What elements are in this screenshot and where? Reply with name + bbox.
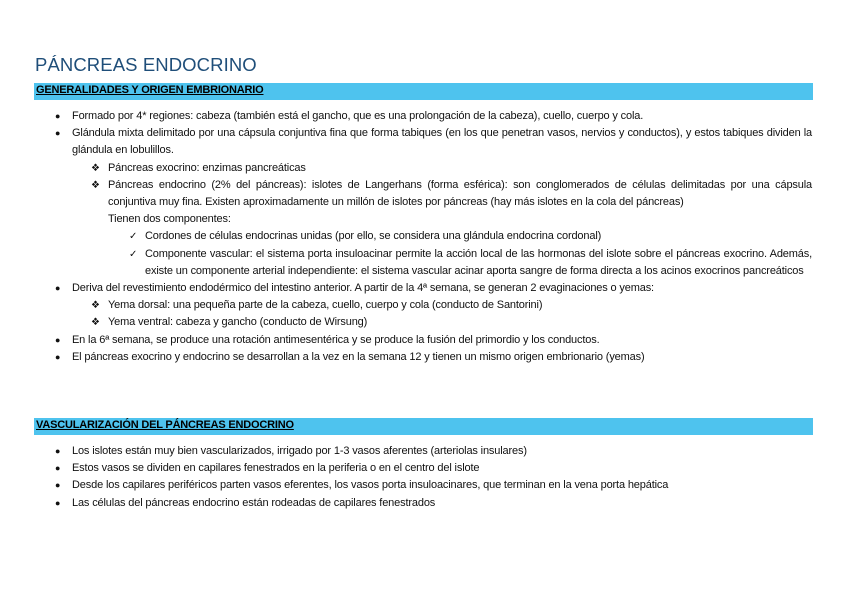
list-item-text: Páncreas exocrino: enzimas pancreáticas (108, 161, 306, 174)
list-item (0, 332, 812, 349)
section-heading-bar (34, 83, 813, 100)
list-item-text: Los islotes están muy bien vascularizados, irrigado por 1-3 vasos aferentes (arteriolas insulares) (72, 445, 527, 457)
bullet-icon: ● (55, 283, 61, 294)
bullet-icon: ● (55, 351, 61, 362)
section-list (0, 108, 848, 366)
diamond-icon: ❖ (91, 317, 100, 329)
bullet-icon: ● (55, 497, 61, 508)
check-icon: ✓ (129, 231, 138, 243)
sub-list-item (0, 314, 812, 331)
diamond-icon: ❖ (91, 300, 100, 312)
list-item (0, 495, 812, 512)
list-item-text: Cordones de células endocrinas unidas (por ello, se considera una glándula endocrina cordonal) (145, 230, 602, 243)
list-item-text: Deriva del revestimiento endodérmico del intestino anterior. A partir de la 4ª semana, se generan 2 evaginaciones o yemas: (72, 282, 654, 295)
list-item-text: Glándula mixta delimitado por una cápsula conjuntiva fina que forma tabiques (en los que penetran vasos, nervios y conductos), y estos tabiques dividen la glándula en lobulillos. (72, 127, 812, 157)
list-item (0, 349, 812, 366)
list-item (0, 125, 812, 159)
list-item-text: Yema ventral: cabeza y gancho (conducto de Wirsung) (108, 316, 368, 329)
sub-list-item (0, 297, 812, 314)
list-item-text: En la 6ª semana, se produce una rotación antimesentérica y se produce la fusión del primordio y los conductos. (72, 333, 600, 346)
section-heading: VASCULARIZACIÓN DEL PÁNCREAS ENDOCRINO (36, 419, 294, 431)
list-item-text: Desde los capilares periféricos parten vasos eferentes, los vasos porta insuloacinares, que terminan en la vena porta hepática (72, 479, 669, 492)
list-item-text: Componente vascular: el sistema porta insuloacinar permite la acción local de las hormonas del islote sobre el páncreas exocrino. Además, existe un componente arterial independiente: el sistema vascular acinar aporta sangre de forma directa a los acinos exocrinos pancreáticos (145, 247, 812, 277)
list-note-text: Tienen dos componentes: (108, 213, 231, 226)
section-list (0, 443, 848, 512)
bullet-icon: ● (55, 446, 61, 456)
bullet-icon: ● (55, 128, 61, 139)
sub-list-item (0, 160, 812, 177)
bullet-icon: ● (55, 463, 61, 474)
list-item-text: Yema dorsal: una pequeña parte de la cabeza, cuello, cuerpo y cola (conducto de Santorini) (108, 299, 543, 312)
list-item-text: Páncreas endocrino (2% del páncreas): islotes de Langerhans (forma esférica): son conglomerados de células delimitadas por una cápsula conjuntiva muy fina. Existen aproximadamente un millón de islotes por páncreas (hay más islotes en la cola del páncreas) (108, 178, 812, 209)
list-item-text: Estos vasos se dividen en capilares fenestrados en la periferia o en el centro del islote (72, 462, 480, 475)
check-icon: ✓ (129, 248, 138, 260)
list-item (0, 108, 812, 125)
list-item-text: El páncreas exocrino y endocrino se desarrollan a la vez en la semana 12 y tienen un mismo origen embrionario (yemas) (72, 350, 645, 363)
sub-sub-list-item (0, 228, 812, 245)
list-item (0, 460, 812, 477)
page-title: PÁNCREAS ENDOCRINO (35, 54, 257, 75)
bullet-icon: ● (55, 111, 61, 121)
list-item-text: Formado por 4* regiones: cabeza (también está el gancho, que es una prolongación de la cabeza), cuello, cuerpo y cola. (72, 110, 644, 122)
bullet-icon: ● (55, 334, 61, 345)
list-item (0, 443, 812, 460)
sub-sub-list-item (0, 246, 812, 280)
list-item-text: Las células del páncreas endocrino están rodeadas de capilares fenestrados (72, 496, 436, 509)
diamond-icon: ❖ (91, 162, 100, 174)
list-item (0, 477, 812, 494)
sub-list-item (0, 177, 812, 211)
bullet-icon: ● (55, 480, 61, 491)
diamond-icon: ❖ (91, 179, 100, 191)
section-heading: GENERALIDADES Y ORIGEN EMBRIONARIO (36, 84, 264, 96)
section-heading-bar (34, 418, 813, 435)
list-note (0, 211, 812, 228)
list-item (0, 280, 812, 297)
